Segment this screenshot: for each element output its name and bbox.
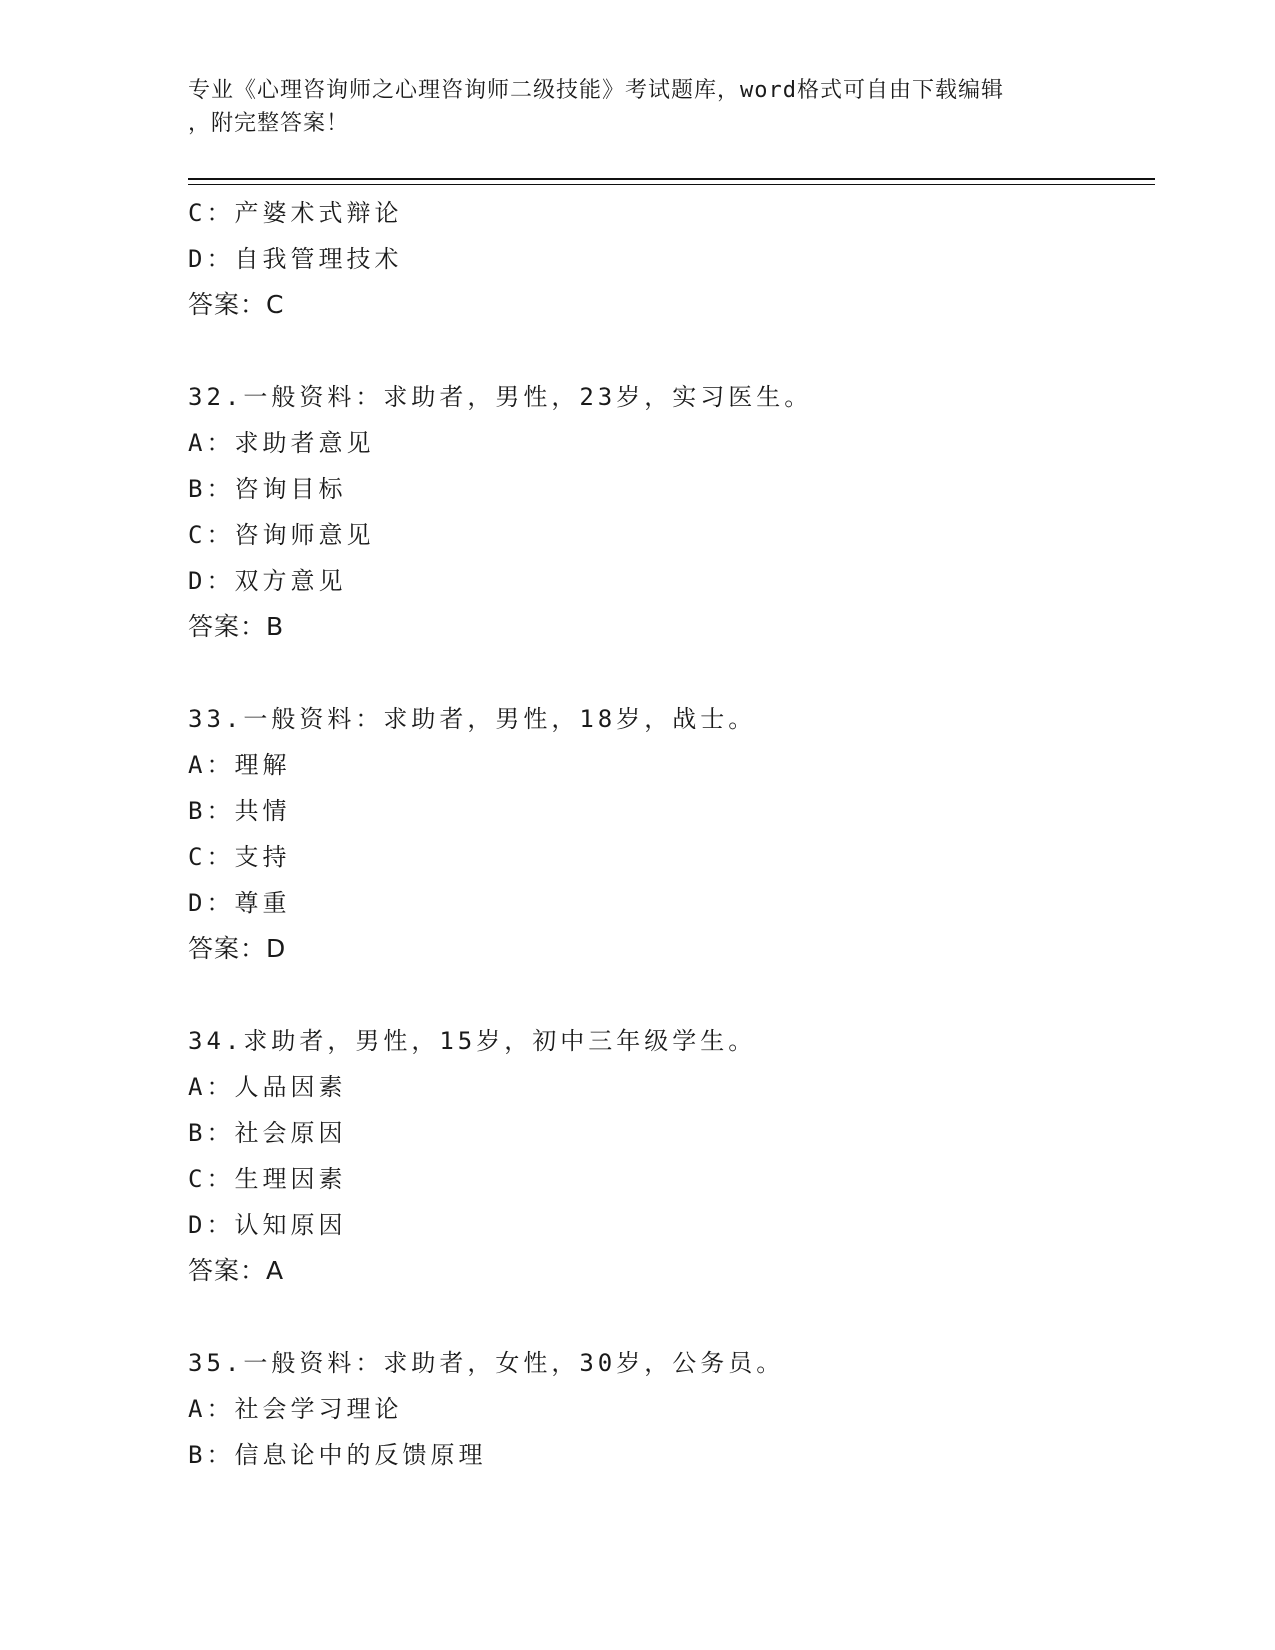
- answer-line: 答案：C: [188, 290, 285, 319]
- header-divider-thin: [188, 184, 1155, 185]
- question-35: [188, 1340, 1148, 1478]
- option-d: D：自我管理技术: [188, 245, 403, 273]
- question-list: [188, 190, 1148, 1478]
- question-32: [188, 374, 1148, 650]
- option-c: C：支持: [188, 843, 291, 871]
- spacer: [188, 1294, 1148, 1340]
- option-b: B：共情: [188, 797, 291, 825]
- spacer: [188, 328, 1148, 374]
- option-d: D：认知原因: [188, 1211, 347, 1239]
- question-stem: 33.一般资料：求助者，男性，18岁，战士。: [188, 705, 757, 733]
- option-d: D：双方意见: [188, 567, 347, 595]
- answer-line: 答案：B: [188, 612, 285, 641]
- header-line-1: 专业《心理咨询师之心理咨询师二级技能》考试题库，word格式可自由下载编辑: [188, 78, 1004, 103]
- question-stem: 34.求助者，男性，15岁，初中三年级学生。: [188, 1027, 757, 1055]
- option-a: A：理解: [188, 751, 291, 779]
- document-header: [188, 74, 1088, 140]
- question-33: [188, 696, 1148, 972]
- option-b: B：信息论中的反馈原理: [188, 1441, 487, 1469]
- answer-line: 答案：D: [188, 934, 287, 963]
- option-b: B：社会原因: [188, 1119, 347, 1147]
- question-stem: 35.一般资料：求助者，女性，30岁，公务员。: [188, 1349, 785, 1377]
- spacer: [188, 972, 1148, 1018]
- spacer: [188, 650, 1148, 696]
- question-34: [188, 1018, 1148, 1294]
- header-divider-thick: [188, 178, 1155, 180]
- question-stem: 32.一般资料：求助者，男性，23岁，实习医生。: [188, 383, 813, 411]
- question-31-fragment: [188, 190, 1148, 328]
- option-a: A：社会学习理论: [188, 1395, 403, 1423]
- answer-line: 答案：A: [188, 1256, 285, 1285]
- option-a: A：人品因素: [188, 1073, 347, 1101]
- option-c: C：咨询师意见: [188, 521, 375, 549]
- option-c: C：生理因素: [188, 1165, 347, 1193]
- option-b: B：咨询目标: [188, 475, 347, 503]
- option-a: A：求助者意见: [188, 429, 375, 457]
- option-c: C：产婆术式辩论: [188, 199, 403, 227]
- header-line-2: ，附完整答案！: [188, 111, 350, 136]
- option-d: D：尊重: [188, 889, 291, 917]
